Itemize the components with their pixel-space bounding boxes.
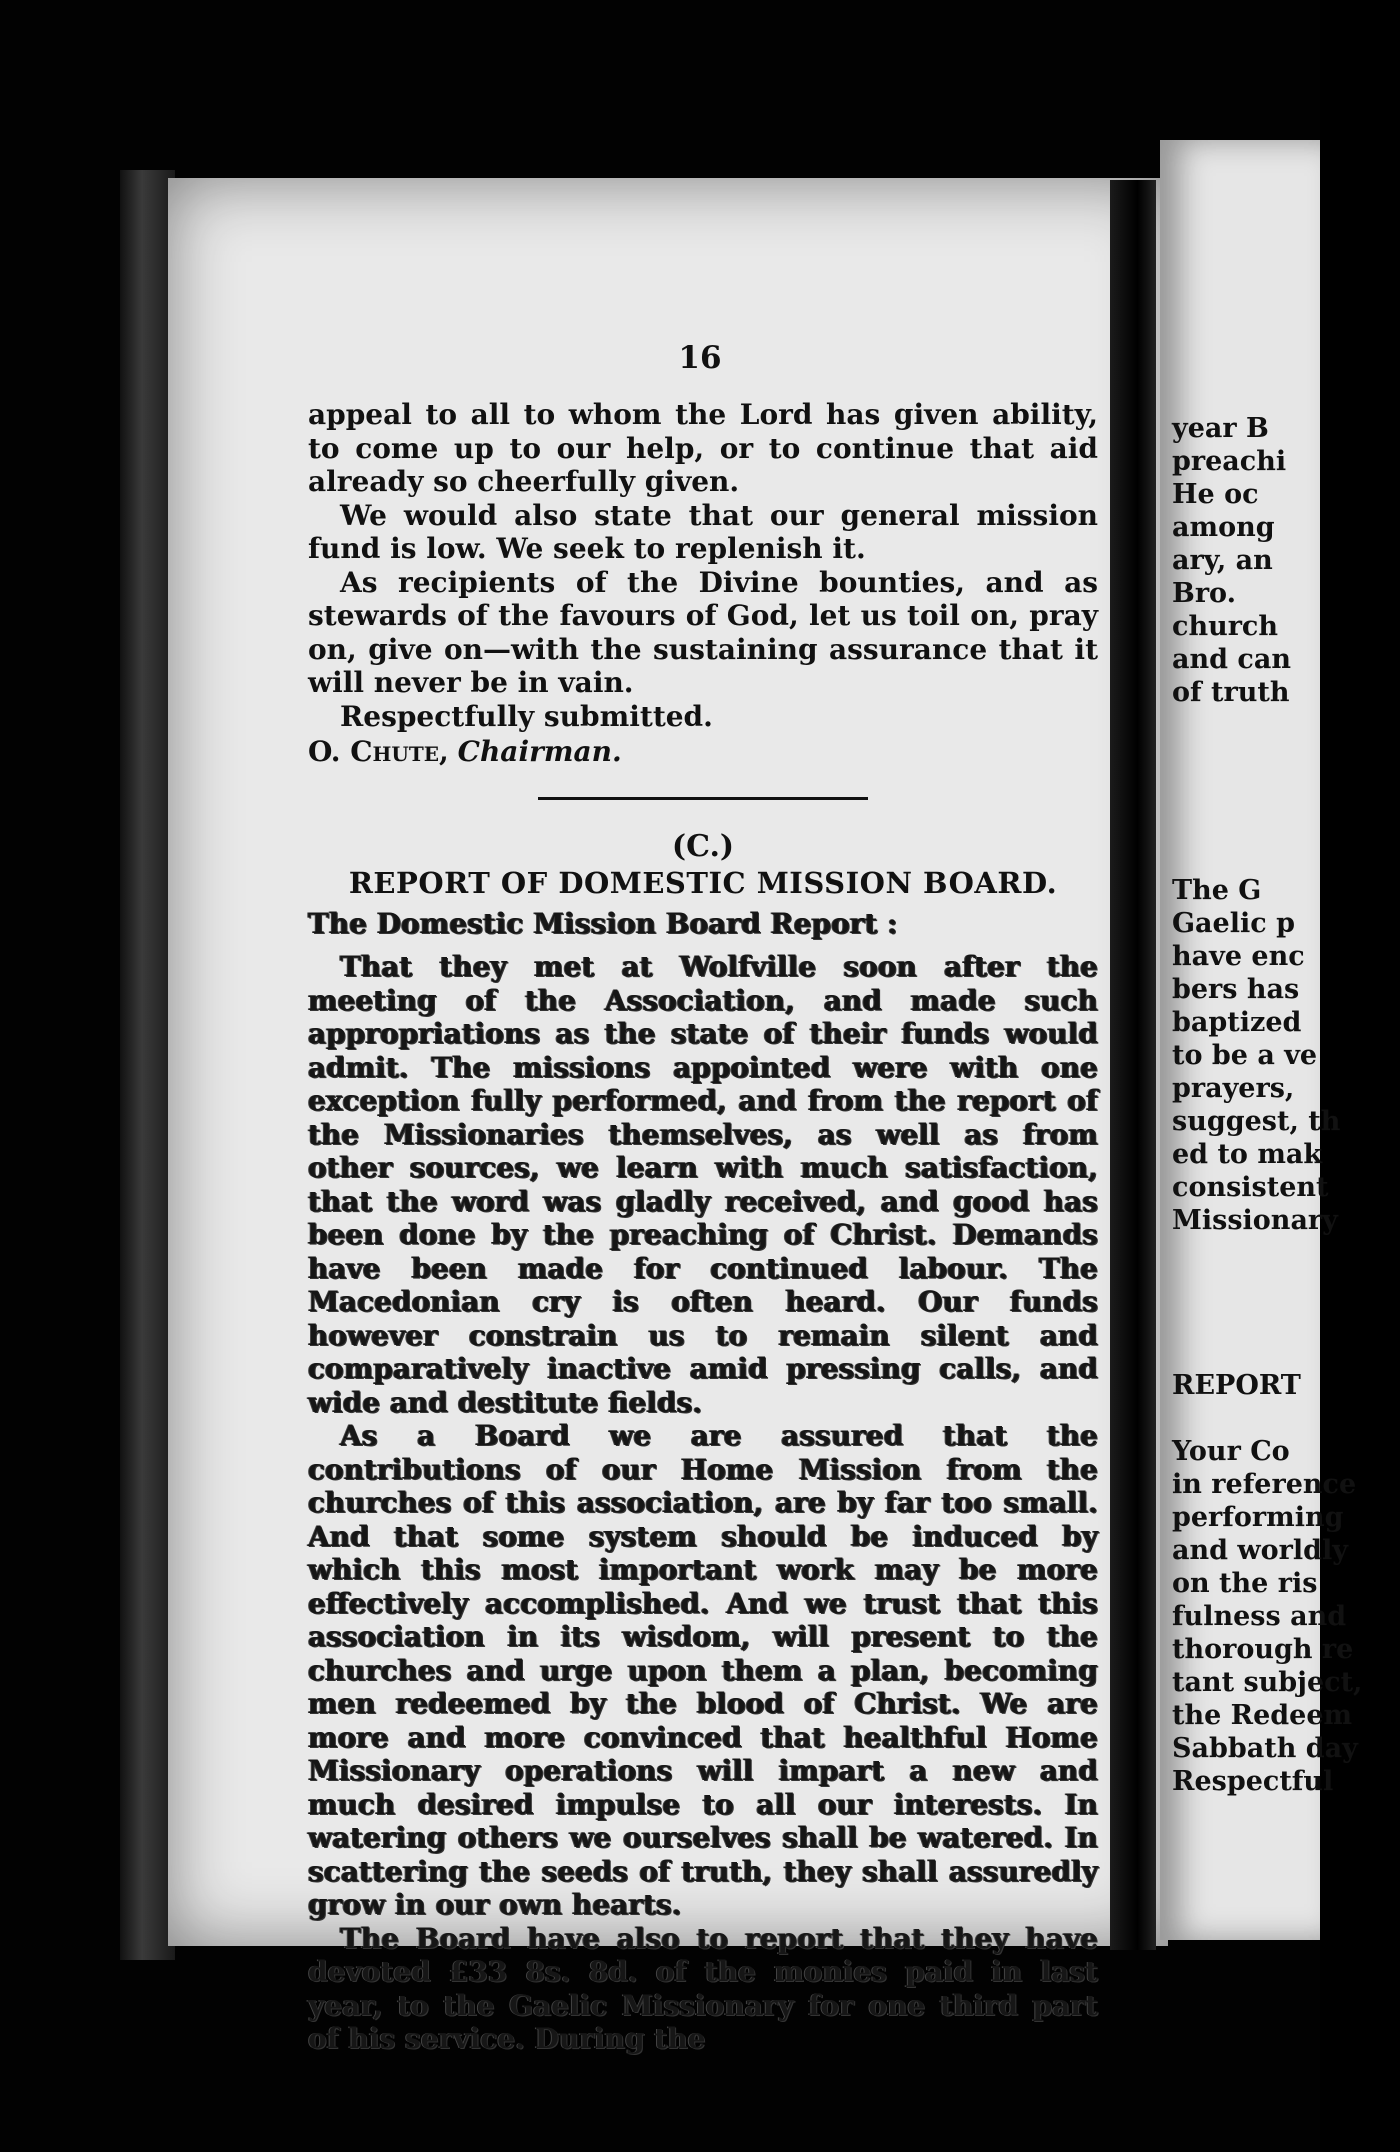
right-page-line: REPORT	[1172, 1370, 1301, 1401]
paragraph: appeal to all to whom the Lord has given ability, to come up to our help, or to continue that aid already so cheerfully given.	[308, 398, 1098, 498]
right-page-line: Respectful	[1172, 1766, 1334, 1797]
right-page-line: ed to mak	[1172, 1139, 1323, 1170]
right-page-line: year B	[1172, 413, 1269, 444]
page-number: 16	[678, 340, 722, 376]
right-page-line: to be a ve	[1172, 1040, 1318, 1071]
right-page-line: and can	[1172, 644, 1291, 675]
right-page	[1160, 140, 1363, 1940]
right-page-line: He oc	[1172, 479, 1259, 510]
signatory-title: Chairman.	[457, 735, 622, 768]
right-page-line: baptized	[1172, 1007, 1302, 1038]
section-letter: (C.)	[671, 828, 735, 864]
paragraph: As a Board we are assured that the contributions of our Home Mission from the churches of this association, are by far too small. And that some system should be induced by which this most important work may be more effectively accomplished. And we trust that this association in its wisdom, will present to the churches and urge upon them a plan, becoming men redeemed by the blood of Christ. We are more and more convinced that healthful Home Missionary operations will impart a new and much desired impulse to all our interests. In watering others we ourselves shall be watered. In scattering the seeds of truth, they shall assuredly grow in our own hearts.	[308, 1419, 1098, 1921]
right-page-line: fulness and	[1172, 1601, 1347, 1632]
right-page-line: consistent	[1172, 1172, 1329, 1203]
right-page-line: Your Co	[1172, 1436, 1290, 1467]
right-page-line	[1172, 1336, 1322, 1369]
right-page-text	[1172, 412, 1363, 1798]
right-page-line: suggest, th	[1172, 1106, 1341, 1137]
report-subheading: The Domestic Mission Board Report :	[308, 906, 898, 940]
right-page-line: on the ris	[1172, 1568, 1318, 1599]
book-edge	[120, 170, 175, 1960]
right-page-line	[1172, 775, 1322, 808]
right-page-line: of truth	[1172, 677, 1290, 708]
right-page-line: The G	[1172, 875, 1262, 906]
right-page-line: bers has	[1172, 974, 1300, 1005]
section-heading: REPORT OF DOMESTIC MISSION BOARD.	[348, 866, 1058, 900]
right-page-line: Gaelic p	[1172, 908, 1295, 939]
right-page-line: performing	[1172, 1502, 1344, 1533]
signatory-name: O. Chute,	[308, 735, 449, 768]
signature-line	[308, 735, 1068, 769]
paragraph: We would also state that our general mission fund is low. We seek to replenish it.	[308, 498, 1098, 565]
right-page-line: ary, an	[1172, 545, 1273, 576]
right-page-line: and worldly	[1172, 1535, 1348, 1566]
right-page-line	[1172, 1270, 1322, 1303]
right-page-line: among	[1172, 512, 1275, 543]
right-page-line: in reference	[1172, 1469, 1357, 1500]
right-page-line: Bro.	[1172, 578, 1236, 609]
right-page-line: Missionary	[1172, 1205, 1338, 1236]
left-page-text	[308, 398, 1098, 2056]
paragraph: That they met at Wolfville soon after the meeting of the Association, and made such appropriations as the state of their funds would admit. The missions appointed were with one exception fully performed, and from the report of the Missionaries themselves, as well as from other sources, we learn with much satisfaction, that the word was gladly received, and good has been done by the preaching of Christ. Demands have been made for continued labour. The Macedonian cry is often heard. Our funds however constrain us to remain silent and comparatively inactive amid pressing calls, and wide and destitute fields.	[308, 950, 1098, 1419]
right-page-line: thorough re	[1172, 1634, 1354, 1665]
right-page-line	[1172, 1402, 1322, 1435]
right-page-line: have enc	[1172, 941, 1305, 972]
paragraph: As recipients of the Divine bounties, and as stewards of the favours of God, let us toil on, pray on, give on—with the sustaining assurance that it will never be in vain.	[308, 565, 1098, 699]
right-page-line	[1172, 1237, 1322, 1270]
right-page-line: prayers,	[1172, 1073, 1295, 1104]
right-page-line	[1172, 841, 1322, 874]
paragraph: The Board have also to report that they have devoted £33 8s. 8d. of the monies paid in last year, to the Gaelic Missionary for one third part of his service. During the	[308, 1921, 1098, 2055]
right-page-line: the Redeem	[1172, 1700, 1353, 1731]
right-page-line	[1172, 742, 1322, 775]
book-gutter	[1110, 180, 1156, 1950]
section-divider	[538, 797, 868, 800]
paragraph: Respectfully submitted.	[340, 699, 713, 733]
right-page-line: preachi	[1172, 446, 1287, 477]
right-page-line: Sabbath day	[1172, 1733, 1358, 1764]
right-page-line	[1172, 808, 1322, 841]
right-page-line	[1172, 1303, 1322, 1336]
right-page-line	[1172, 709, 1322, 742]
right-page-line: tant subject,	[1172, 1667, 1363, 1698]
right-page-line: church	[1172, 611, 1278, 642]
